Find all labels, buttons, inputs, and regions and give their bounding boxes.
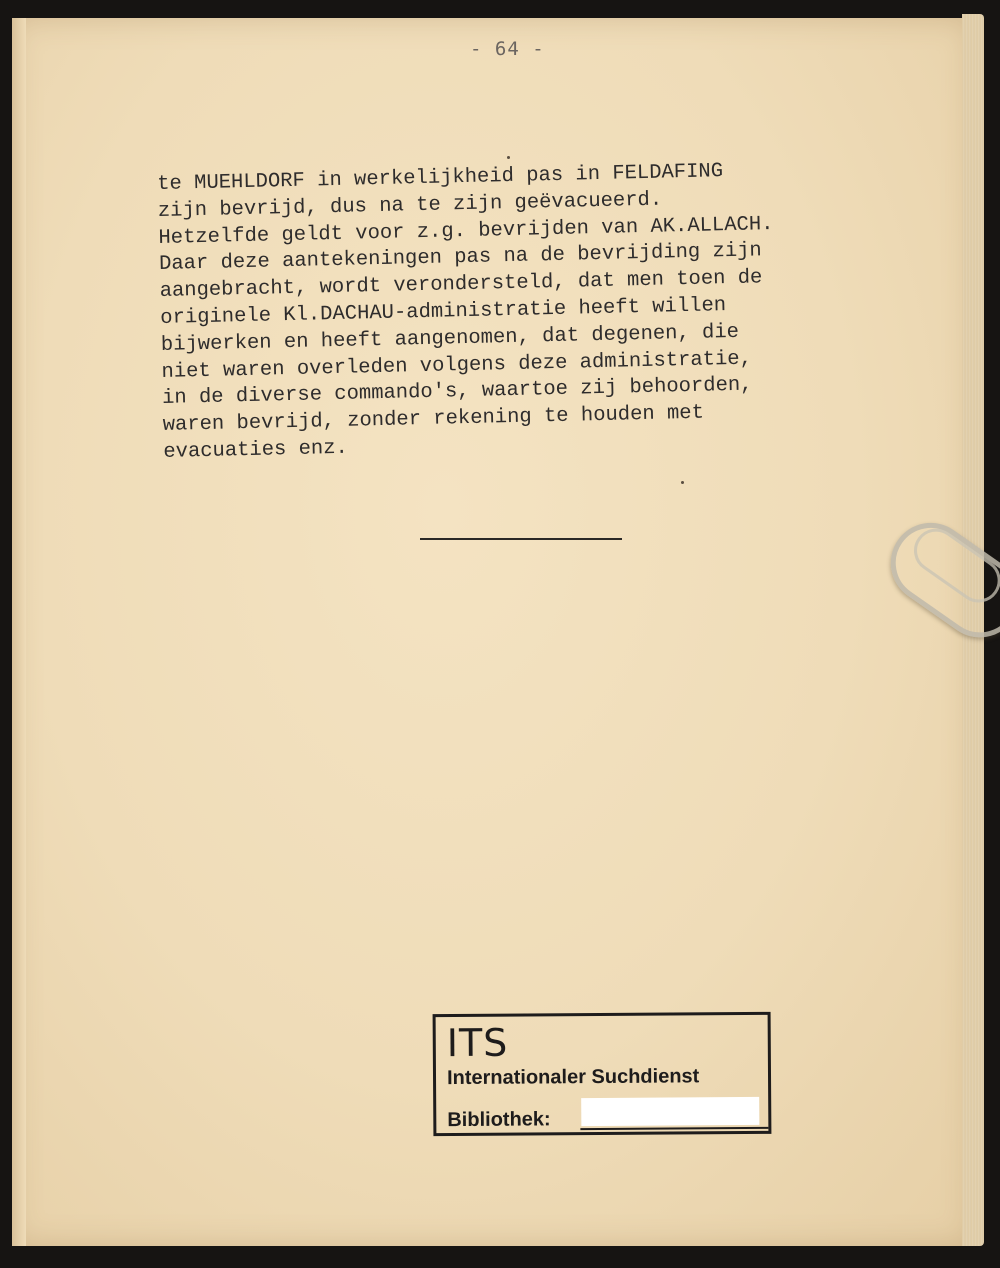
ink-speck (681, 481, 684, 484)
stamp-library-label: Bibliothek: (447, 1108, 551, 1132)
body-line: Daar deze aantekeningen pas na de bevrijding zijn (158, 239, 763, 277)
body-line: bijwerken en heeft aangenomen, dat degenen, die (160, 320, 740, 357)
redaction-box (581, 1097, 759, 1126)
body-line: aangebracht, wordt verondersteld, dat men toen de (159, 266, 763, 304)
body-line: in de diverse commando's, waartoe zij behoorden, (161, 373, 753, 411)
its-library-stamp (433, 1012, 772, 1136)
body-line: Hetzelfde geldt voor z.g. bevrijden van AK.ALLACH. (158, 212, 774, 250)
stamp-logo: ITS (446, 1020, 509, 1066)
body-line: zijn bevrijd, dus na te zijn geëvacueerd. (157, 188, 663, 223)
ink-speck (507, 156, 510, 159)
page-number: - 64 - (470, 38, 545, 60)
body-line: niet waren overleden volgens deze administratie, (161, 347, 753, 384)
stamp-signature-line (580, 1127, 768, 1130)
body-line: te MUEHLDORF in werkelijkheid pas in FELDAFING (157, 160, 724, 196)
body-line: waren bevrijd, zonder rekening te houden met (162, 401, 705, 438)
body-line: originele Kl.DACHAU-administratie heeft willen (160, 294, 727, 330)
section-divider (420, 538, 622, 540)
binding-gutter (12, 18, 26, 1246)
stamp-organization: Internationaler Suchdienst (446, 1065, 700, 1090)
body-line: evacuaties enz. (163, 436, 349, 464)
typewritten-body (157, 154, 943, 466)
